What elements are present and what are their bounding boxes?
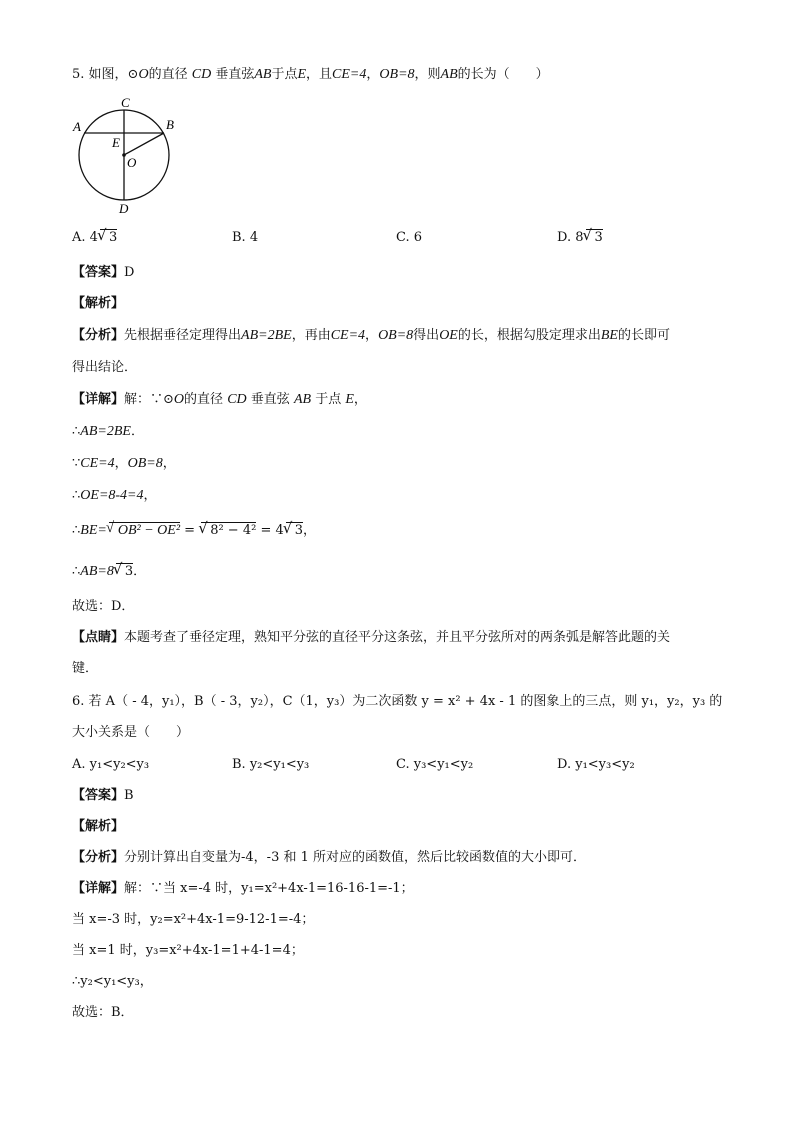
q5-stem-g: 的长为（ ） — [457, 67, 549, 82]
q6-answer — [72, 787, 134, 805]
q5-stem-o: O — [138, 67, 149, 82]
q6-fenxi-text: 分别计算出自变量为-4，-3 和 1 所对应的函数值，然后比较函数值的大小即可． — [124, 850, 587, 865]
q5-fenxi-text4: 得出 — [413, 328, 440, 343]
therefore-symbol: ∴ — [72, 488, 81, 503]
q5-option-b[interactable] — [232, 229, 258, 247]
q5-number: 5. — [72, 67, 85, 82]
q5-option-b-label: B. — [232, 230, 246, 245]
q6-detail-line4-text: ∴y₂<y₁<y₃， — [72, 974, 153, 989]
q5-step5-radical: √ 3 — [116, 563, 133, 580]
q5-detail-text1: 解：∵⊙ — [124, 392, 174, 407]
q5-step2 — [72, 455, 176, 473]
q5-option-d[interactable] — [557, 229, 603, 247]
q6-analysis-tag: 【解析】 — [72, 819, 125, 834]
q6-stem-line2-text: 大小关系是（ ） — [72, 725, 190, 740]
q5-stem-cd: CD — [191, 67, 212, 82]
q5-fenxi-eq2: CE=4 — [330, 328, 366, 343]
q5-option-c[interactable] — [396, 229, 422, 247]
q5-stem-d: 于点 — [271, 67, 298, 82]
q5-stem-ce: CE=4 — [332, 67, 367, 82]
q5-fenxi-line2 — [72, 359, 137, 377]
q6-option-c[interactable] — [396, 756, 473, 774]
q6-option-b-text: B. y₂<y₁<y₃ — [232, 757, 310, 772]
q5-comment-line2 — [72, 660, 98, 678]
q5-fenxi-line2-text: 得出结论． — [72, 360, 138, 375]
q5-fenxi-tag: 【分析】 — [72, 328, 125, 343]
q5-step3-eq: OE=8-4=4 — [80, 488, 144, 503]
q5-stem-ob: OB=8 — [379, 67, 415, 82]
q6-detail-line4 — [72, 973, 153, 991]
q6-option-d[interactable] — [557, 756, 635, 774]
q5-step5-end: ． — [133, 564, 147, 579]
q5-analysis-heading — [72, 295, 124, 313]
q5-option-d-label: D. — [557, 230, 572, 245]
q5-fenxi-eq4: OE — [439, 328, 458, 343]
q5-step1-eq: AB=2BE — [80, 424, 131, 439]
q5-detail-o: O — [173, 392, 185, 407]
q5-detail-cd: CD — [227, 392, 247, 407]
q6-detail-line3 — [72, 942, 304, 960]
q5-fenxi-text5: 的长，根据勾股定理求出 — [457, 328, 601, 343]
q6-choose-text: 故选：B． — [72, 1005, 134, 1020]
center-point — [122, 153, 126, 157]
q5-stem-b: 的直径 — [148, 67, 188, 82]
q5-fenxi-eq5: BE — [600, 328, 618, 343]
q5-option-d-radical: √ 3 — [586, 229, 603, 246]
q6-detail-line1: 解：∵当 x=-4 时，y₁=x²+4x-1=16-16-1=-1； — [124, 881, 414, 896]
q5-fenxi-text1: 先根据垂径定理得出 — [124, 328, 242, 343]
q5-step4-result: = 4 — [256, 523, 284, 538]
q5-analysis-tag: 【解析】 — [72, 296, 125, 311]
q6-fenxi — [72, 849, 586, 867]
q5-choose-text: 故选：D． — [72, 599, 135, 614]
q5-step4-eq: = — [180, 523, 200, 538]
q5-stem-e2: ，且 — [306, 67, 333, 82]
q5-stem-comma: ， — [366, 67, 380, 82]
segment-ob — [124, 133, 164, 155]
label-d: D — [119, 201, 129, 216]
q6-detail-tag: 【详解】 — [72, 881, 125, 896]
q5-detail — [72, 391, 367, 409]
q6-answer-tag: 【答案】 — [72, 788, 125, 803]
q5-option-c-value: 6 — [413, 230, 423, 245]
label-b: B — [166, 117, 174, 132]
q5-stem-f: ，则 — [414, 67, 441, 82]
q5-stem-a: 如图，⊙ — [88, 67, 139, 82]
q6-detail-line3-text: 当 x=1 时，y₃=x²+4x-1=1+4-1=4； — [72, 943, 304, 958]
q6-stem — [72, 693, 722, 711]
q5-fenxi-eq1: AB=2BE — [241, 328, 292, 343]
q5-option-d-coef: 8 — [575, 230, 584, 245]
q5-step4-lhs: BE= — [80, 523, 107, 538]
q5-comment-line2-text: 键． — [72, 661, 99, 676]
q5-stem-e: E — [297, 67, 307, 82]
q5-step5 — [72, 563, 146, 581]
q5-fenxi-text2: ，再由 — [291, 328, 331, 343]
q5-step1-end: ． — [130, 424, 144, 439]
q5-option-b-value: 4 — [249, 230, 259, 245]
q5-step2-ce: CE=4 — [80, 456, 115, 471]
circle-diagram — [70, 94, 190, 219]
q5-stem-c: 垂直弦 — [215, 67, 255, 82]
q5-fenxi-text3: ， — [365, 328, 379, 343]
q5-detail-tag: 【详解】 — [72, 392, 125, 407]
q5-answer-value: D — [124, 265, 135, 280]
q6-detail — [72, 880, 414, 898]
q5-fenxi-eq3: OB=8 — [378, 328, 414, 343]
q5-comment-tag: 【点睛】 — [72, 630, 125, 645]
therefore-symbol: ∴ — [72, 564, 81, 579]
q6-fenxi-tag: 【分析】 — [72, 850, 125, 865]
q6-detail-line2-text: 当 x=-3 时，y₂=x²+4x-1=9-12-1=-4； — [72, 912, 315, 927]
q6-option-c-text: C. y₃<y₁<y₂ — [396, 757, 474, 772]
q6-stem-line1: 若 A（ - 4，y₁），B（ - 3，y₂），C（1，y₃）为二次函数 y = x² + 4x - 1 的图象上的三点，则 y₁，y₂，y₃ 的 — [88, 694, 723, 709]
q5-answer — [72, 264, 134, 282]
label-o: O — [127, 155, 137, 170]
q5-step3 — [72, 487, 157, 505]
q5-option-a-radical: √ 3 — [100, 229, 117, 246]
q6-detail-line2 — [72, 911, 314, 929]
q6-stem-line2 — [72, 724, 189, 742]
q5-stem — [72, 66, 549, 84]
q5-option-a[interactable] — [72, 229, 117, 247]
q5-option-c-label: C. — [396, 230, 410, 245]
q5-detail-text2: 的直径 — [184, 392, 224, 407]
q5-step4-radical2: √ 8² − 4² — [201, 522, 256, 539]
q5-option-a-coef: 4 — [89, 230, 98, 245]
q5-detail-text5: ， — [353, 392, 367, 407]
q5-fenxi-text6: 的长即可 — [617, 328, 670, 343]
q6-option-a-text: A. y₁<y₂<y₃ — [72, 757, 150, 772]
q5-step2-comma: ， — [114, 456, 128, 471]
q5-step4 — [72, 522, 316, 540]
q5-detail-e: E — [345, 392, 354, 407]
therefore-symbol: ∴ — [72, 424, 81, 439]
q5-fenxi — [72, 327, 670, 345]
q5-step3-end: ， — [143, 488, 157, 503]
q5-step2-end: ， — [162, 456, 176, 471]
q6-option-a[interactable] — [72, 756, 149, 774]
q6-answer-value: B — [124, 788, 134, 803]
q5-comment-line1: 本题考查了垂径定理，熟知平分弦的直径平分这条弦，并且平分弦所对的两条弧是解答此题的关 — [124, 630, 671, 645]
q5-stem-ab2: AB — [440, 67, 458, 82]
because-symbol: ∵ — [72, 456, 81, 471]
therefore-symbol: ∴ — [72, 523, 81, 538]
q5-detail-text3: 垂直弦 — [250, 392, 290, 407]
q5-option-a-label: A. — [72, 230, 86, 245]
q6-choose — [72, 1004, 134, 1022]
label-a: A — [73, 119, 81, 134]
q5-detail-text4: 于点 — [315, 392, 342, 407]
q5-comment — [72, 629, 670, 647]
q5-step2-ob: OB=8 — [127, 456, 163, 471]
q5-answer-tag: 【答案】 — [72, 265, 125, 280]
q5-step4-end: ， — [303, 523, 317, 538]
q5-step5-eq: AB=8 — [80, 564, 114, 579]
q5-stem-ab: AB — [254, 67, 272, 82]
q6-option-b[interactable] — [232, 756, 309, 774]
q6-number: 6. — [72, 694, 85, 709]
label-c: C — [121, 95, 130, 110]
q6-analysis-heading — [72, 818, 124, 836]
q5-step4-radical1: √ OB² − OE² — [109, 522, 180, 539]
q5-step1 — [72, 423, 144, 441]
label-e: E — [112, 135, 120, 150]
q5-choose — [72, 598, 134, 616]
q5-detail-ab: AB — [293, 392, 312, 407]
q6-option-d-text: D. y₁<y₃<y₂ — [557, 757, 635, 772]
q5-step4-radical3: √ 3 — [286, 522, 303, 539]
